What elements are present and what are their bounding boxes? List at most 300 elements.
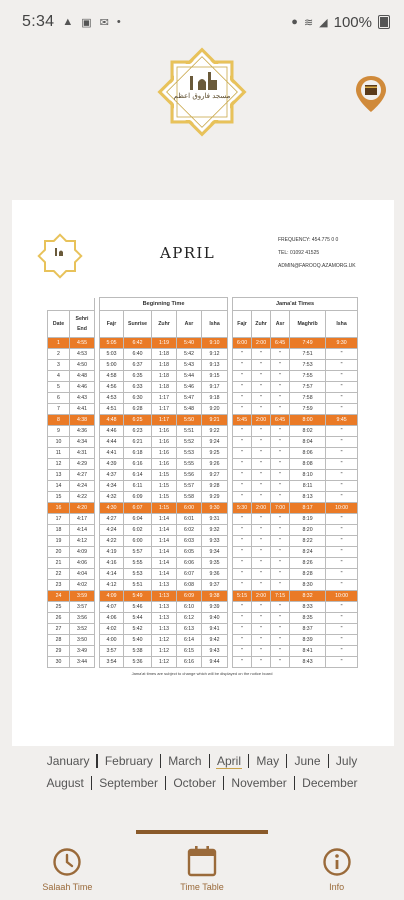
table-row [48, 470, 358, 481]
table-cell: " [271, 470, 290, 481]
table-cell: " [252, 393, 271, 404]
table-cell: 6:01 [177, 514, 202, 525]
table-cell: " [252, 459, 271, 470]
info-icon [322, 847, 352, 877]
table-row [48, 558, 358, 569]
table-cell: " [233, 525, 252, 536]
table-cell: 6:37 [124, 360, 152, 371]
table-row [48, 492, 358, 503]
table-cell: 1:13 [152, 624, 177, 635]
month-november[interactable]: November [231, 776, 287, 790]
table-cell: 5:50 [177, 415, 202, 426]
table-row [48, 459, 358, 470]
table-cell: 8:39 [290, 635, 326, 646]
table-cell: " [326, 404, 358, 415]
table-cell: 8:02 [290, 426, 326, 437]
column-header: Maghrib [290, 311, 326, 338]
table-cell: 1:16 [152, 459, 177, 470]
table-cell: " [271, 382, 290, 393]
table-cell: 4:51 [100, 404, 124, 415]
table-cell: 3:57 [100, 646, 124, 657]
table-cell: 8:22 [290, 536, 326, 547]
table-cell: 8:28 [290, 569, 326, 580]
table-cell: " [252, 404, 271, 415]
month-april[interactable]: April [217, 753, 242, 768]
table-cell: 1:16 [152, 426, 177, 437]
month-separator [248, 754, 249, 768]
table-cell: " [233, 558, 252, 569]
table-cell: 8:08 [290, 459, 326, 470]
table-cell: 6:02 [177, 525, 202, 536]
table-cell: 6:23 [124, 426, 152, 437]
table-cell: " [271, 481, 290, 492]
table-cell: " [326, 437, 358, 448]
table-cell: " [233, 470, 252, 481]
column-header: Fajr [100, 311, 124, 338]
table-cell: 3:49 [70, 646, 95, 657]
table-cell: 4:46 [100, 426, 124, 437]
timetable-note: Jama'at times are subject to change which will be displayed on the notice board [131, 671, 273, 676]
table-cell: " [252, 437, 271, 448]
table-cell: 1:17 [152, 393, 177, 404]
month-separator [328, 754, 329, 768]
column-header: Sunrise [124, 311, 152, 338]
table-cell: " [326, 349, 358, 360]
month-december[interactable]: December [302, 776, 358, 790]
table-cell: 9:25 [202, 448, 228, 459]
table-cell: 14 [48, 481, 70, 492]
table-cell: 15 [48, 492, 70, 503]
table-cell: 5:51 [177, 426, 202, 437]
table-cell: " [252, 448, 271, 459]
table-cell: 5:48 [177, 404, 202, 415]
table-cell: 21 [48, 558, 70, 569]
battery-icon [378, 15, 390, 29]
month-july[interactable]: July [335, 754, 358, 768]
month-march[interactable]: March [168, 754, 202, 768]
month-june[interactable]: June [294, 754, 321, 768]
table-cell: 20 [48, 547, 70, 558]
table-cell: 6:12 [177, 613, 202, 624]
table-cell: 5:46 [124, 602, 152, 613]
table-cell: 5:42 [177, 349, 202, 360]
month-separator [294, 776, 295, 790]
table-cell: " [233, 459, 252, 470]
table-cell: 4:30 [100, 503, 124, 514]
table-cell: 9:32 [202, 525, 228, 536]
table-cell: 9:18 [202, 393, 228, 404]
alarm-icon: ● [291, 16, 298, 28]
table-cell: 9:40 [202, 613, 228, 624]
table-cell: " [326, 646, 358, 657]
table-cell: 8:00 [290, 415, 326, 426]
table-cell: 3:52 [70, 624, 95, 635]
table-cell: 5:45 [233, 415, 252, 426]
table-cell: 4:17 [70, 514, 95, 525]
table-cell: 9:29 [202, 492, 228, 503]
table-cell: 6:18 [124, 448, 152, 459]
table-cell: 6 [48, 393, 70, 404]
table-cell: 8 [48, 415, 70, 426]
table-cell: 4:09 [100, 591, 124, 602]
calendar-icon [187, 845, 217, 877]
table-cell: 9:39 [202, 602, 228, 613]
table-cell: 10 [48, 437, 70, 448]
table-cell: " [326, 613, 358, 624]
table-cell: 17 [48, 514, 70, 525]
table-cell: 1:18 [152, 349, 177, 360]
table-cell: " [233, 602, 252, 613]
table-cell: 8:32 [290, 591, 326, 602]
table-cell: 6:03 [177, 536, 202, 547]
table-cell: 5:53 [124, 569, 152, 580]
table-cell: 4:43 [70, 393, 95, 404]
table-cell: 1:17 [152, 404, 177, 415]
logo-arabic-text: مسجد فاروق اعظم [173, 92, 231, 100]
table-cell: 8:04 [290, 437, 326, 448]
table-cell: 6:42 [124, 338, 152, 349]
month-february[interactable]: February [104, 754, 153, 768]
table-cell: 3:56 [70, 613, 95, 624]
table-cell: 9:21 [202, 415, 228, 426]
table-cell: 2:00 [252, 591, 271, 602]
table-cell: 4:34 [70, 437, 95, 448]
table-cell: 6:40 [124, 349, 152, 360]
month-september[interactable]: September [99, 776, 158, 790]
table-cell: " [233, 426, 252, 437]
prayer-timetable [47, 297, 358, 668]
month-august[interactable]: August [46, 776, 84, 790]
table-cell: 4:24 [70, 481, 95, 492]
table-cell: 8:06 [290, 448, 326, 459]
contact-info [278, 234, 390, 273]
table-cell: 24 [48, 591, 70, 602]
table-cell: 6:09 [124, 492, 152, 503]
table-cell: 3:57 [70, 602, 95, 613]
table-cell: 9:45 [326, 415, 358, 426]
table-cell: " [252, 481, 271, 492]
table-cell: 8:11 [290, 481, 326, 492]
table-cell: 5:00 [100, 360, 124, 371]
month-october[interactable]: October [173, 776, 217, 790]
month-row-1 [0, 750, 404, 772]
month-separator [209, 754, 210, 768]
table-row [48, 360, 358, 371]
table-cell: 1:13 [152, 613, 177, 624]
table-cell: " [271, 349, 290, 360]
table-cell: 6:33 [124, 382, 152, 393]
table-cell: 4:12 [100, 580, 124, 591]
table-row [48, 646, 358, 657]
table-cell: " [233, 448, 252, 459]
table-cell: 9:26 [202, 459, 228, 470]
table-cell: 7:53 [290, 360, 326, 371]
table-cell: " [271, 360, 290, 371]
table-cell: " [271, 448, 290, 459]
table-cell: 5:55 [124, 558, 152, 569]
table-cell: 4:58 [100, 371, 124, 382]
table-cell: 5 [48, 382, 70, 393]
table-cell: 4:36 [70, 426, 95, 437]
table-cell: " [271, 404, 290, 415]
table-cell: " [233, 547, 252, 558]
status-time: 5:34 [22, 13, 55, 30]
table-cell: " [271, 492, 290, 503]
table-cell: 12 [48, 459, 70, 470]
nav-label: Salaah Time [42, 882, 93, 892]
table-cell: 9:17 [202, 382, 228, 393]
table-cell: 6:16 [177, 657, 202, 668]
sheet-logo-icon [34, 230, 86, 282]
table-cell: 8:30 [290, 580, 326, 591]
table-cell: 8:41 [290, 646, 326, 657]
table-cell: " [326, 602, 358, 613]
table-cell: " [252, 624, 271, 635]
table-cell: 6:06 [177, 558, 202, 569]
table-cell: 19 [48, 536, 70, 547]
table-cell: 1:15 [152, 470, 177, 481]
table-row [48, 393, 358, 404]
battery-percent: 100% [333, 13, 372, 31]
table-cell: 5:58 [177, 492, 202, 503]
table-cell: 9:33 [202, 536, 228, 547]
table-cell: 9:36 [202, 569, 228, 580]
nav-salaah-time[interactable] [0, 834, 135, 900]
table-cell: 9:20 [202, 404, 228, 415]
table-row [48, 415, 358, 426]
table-cell: " [271, 613, 290, 624]
table-cell: 5:47 [177, 393, 202, 404]
signal-icon: ▲ [62, 16, 74, 28]
table-cell: 4:48 [100, 415, 124, 426]
wifi-icon: ≋ [303, 16, 314, 29]
table-cell: 9:41 [202, 624, 228, 635]
table-cell: " [326, 514, 358, 525]
table-cell: 4:04 [70, 569, 95, 580]
table-cell: 30 [48, 657, 70, 668]
table-cell: " [326, 492, 358, 503]
table-row [48, 536, 358, 547]
table-row [48, 437, 358, 448]
table-cell: 1 [48, 338, 70, 349]
month-january[interactable]: January [46, 754, 90, 768]
table-row [48, 349, 358, 360]
table-cell: 5:55 [177, 459, 202, 470]
table-cell: 9:27 [202, 470, 228, 481]
table-cell: 9:35 [202, 558, 228, 569]
table-cell: 1:14 [152, 558, 177, 569]
table-cell: " [252, 657, 271, 668]
table-cell: 5:40 [124, 635, 152, 646]
status-bar [0, 0, 404, 44]
table-cell: 4:44 [100, 437, 124, 448]
column-header: Sehri End [70, 311, 95, 338]
table-cell: " [233, 492, 252, 503]
table-cell: 6:09 [177, 591, 202, 602]
table-cell: 1:16 [152, 448, 177, 459]
table-cell: 8:26 [290, 558, 326, 569]
table-cell: 5:49 [124, 591, 152, 602]
table-cell: " [252, 371, 271, 382]
table-cell: 10:00 [326, 503, 358, 514]
table-cell: 9:43 [202, 646, 228, 657]
table-cell: " [326, 525, 358, 536]
table-cell: " [252, 547, 271, 558]
nav-info[interactable] [269, 834, 404, 900]
table-cell: 1:14 [152, 547, 177, 558]
table-cell: 9:34 [202, 547, 228, 558]
table-cell: 4:20 [70, 503, 95, 514]
table-cell: 4:02 [100, 624, 124, 635]
table-cell: " [326, 382, 358, 393]
table-cell: " [271, 547, 290, 558]
table-cell: 8:33 [290, 602, 326, 613]
contact-line: TEL: 01092 41525 [278, 250, 320, 256]
table-cell: 6:02 [124, 525, 152, 536]
column-header-row [48, 311, 358, 338]
table-cell: " [233, 437, 252, 448]
month-separator [165, 776, 166, 790]
table-cell: 6:25 [124, 415, 152, 426]
column-header: Fajr [233, 311, 252, 338]
table-cell: " [271, 393, 290, 404]
table-cell: 1:13 [152, 591, 177, 602]
table-cell: 5:30 [233, 503, 252, 514]
table-cell: 8:17 [290, 503, 326, 514]
table-cell: 6:00 [124, 536, 152, 547]
table-cell: 4:12 [70, 536, 95, 547]
table-cell: " [326, 558, 358, 569]
table-cell: 1:17 [152, 415, 177, 426]
gallery-icon: ▣ [81, 16, 92, 29]
table-cell: " [252, 514, 271, 525]
table-cell: 8:35 [290, 613, 326, 624]
table-cell: 8:24 [290, 547, 326, 558]
table-cell: " [252, 382, 271, 393]
table-cell: " [233, 635, 252, 646]
table-cell: 1:18 [152, 382, 177, 393]
table-cell: 9:13 [202, 360, 228, 371]
table-cell: 7:57 [290, 382, 326, 393]
table-cell: 6:07 [124, 503, 152, 514]
dot-icon: • [116, 16, 121, 28]
table-cell: " [271, 602, 290, 613]
table-cell: 7:15 [271, 591, 290, 602]
table-cell: 6:45 [271, 415, 290, 426]
table-cell: 4:14 [70, 525, 95, 536]
table-cell: 4:06 [100, 613, 124, 624]
table-cell: 4:39 [100, 459, 124, 470]
table-cell: 6:00 [177, 503, 202, 514]
table-cell: " [252, 470, 271, 481]
table-cell: " [326, 360, 358, 371]
table-cell: 5:15 [233, 591, 252, 602]
table-cell: " [233, 569, 252, 580]
table-cell: " [326, 481, 358, 492]
table-cell: 6:14 [124, 470, 152, 481]
location-pin-button[interactable] [354, 74, 388, 114]
table-cell: " [271, 514, 290, 525]
table-row [48, 591, 358, 602]
table-row [48, 547, 358, 558]
table-cell: 5:03 [100, 349, 124, 360]
table-cell: 4:53 [100, 393, 124, 404]
table-cell: 1:14 [152, 514, 177, 525]
bottom-navigation [0, 834, 404, 900]
table-cell: 28 [48, 635, 70, 646]
table-cell: 8:13 [290, 492, 326, 503]
table-cell: 9:42 [202, 635, 228, 646]
table-cell: 2:00 [252, 415, 271, 426]
table-cell: " [252, 426, 271, 437]
nav-label: Time Table [180, 882, 224, 892]
table-cell: 5:42 [124, 624, 152, 635]
table-cell: 5:57 [177, 481, 202, 492]
table-cell: 9 [48, 426, 70, 437]
table-cell: 6:35 [124, 371, 152, 382]
table-cell: 23 [48, 580, 70, 591]
table-cell: " [252, 580, 271, 591]
table-cell: 2 [48, 349, 70, 360]
table-cell: 6:00 [233, 338, 252, 349]
table-row [48, 525, 358, 536]
table-cell: 5:44 [124, 613, 152, 624]
table-cell: 4:07 [100, 602, 124, 613]
table-cell: " [252, 536, 271, 547]
table-cell: 1:13 [152, 580, 177, 591]
month-may[interactable]: May [256, 754, 280, 768]
month-separator [286, 754, 287, 768]
table-cell: " [233, 514, 252, 525]
table-cell: " [252, 492, 271, 503]
table-cell: " [271, 580, 290, 591]
column-header: Isha [326, 311, 358, 338]
table-cell: 1:19 [152, 338, 177, 349]
table-cell: " [326, 569, 358, 580]
table-cell: 6:07 [177, 569, 202, 580]
message-icon: ✉ [99, 16, 109, 29]
table-cell: 5:36 [124, 657, 152, 668]
table-cell: 7:51 [290, 349, 326, 360]
table-cell: 8:10 [290, 470, 326, 481]
table-cell: 6:15 [177, 646, 202, 657]
table-cell: 6:08 [177, 580, 202, 591]
table-cell: 5:05 [100, 338, 124, 349]
table-cell: " [233, 481, 252, 492]
table-cell: 1:13 [152, 602, 177, 613]
table-cell: 9:38 [202, 591, 228, 602]
table-cell: 5:53 [177, 448, 202, 459]
table-cell: 4:27 [100, 514, 124, 525]
table-cell: 9:12 [202, 349, 228, 360]
table-cell: 6:10 [177, 602, 202, 613]
contact-line: FREQUENCY: 454.775 0 0 [278, 237, 339, 243]
table-cell: " [271, 459, 290, 470]
table-cell: 27 [48, 624, 70, 635]
table-cell: 9:37 [202, 580, 228, 591]
table-cell: 5:57 [124, 547, 152, 558]
table-cell: 1:15 [152, 481, 177, 492]
table-cell: 10:00 [326, 591, 358, 602]
table-cell: 6:11 [124, 481, 152, 492]
table-cell: 7:00 [271, 503, 290, 514]
month-row-2 [0, 772, 404, 794]
nav-time-table[interactable] [135, 834, 270, 900]
table-cell: 6:16 [124, 459, 152, 470]
table-cell: 6:13 [177, 624, 202, 635]
table-cell: " [271, 525, 290, 536]
table-cell: 4:27 [70, 470, 95, 481]
